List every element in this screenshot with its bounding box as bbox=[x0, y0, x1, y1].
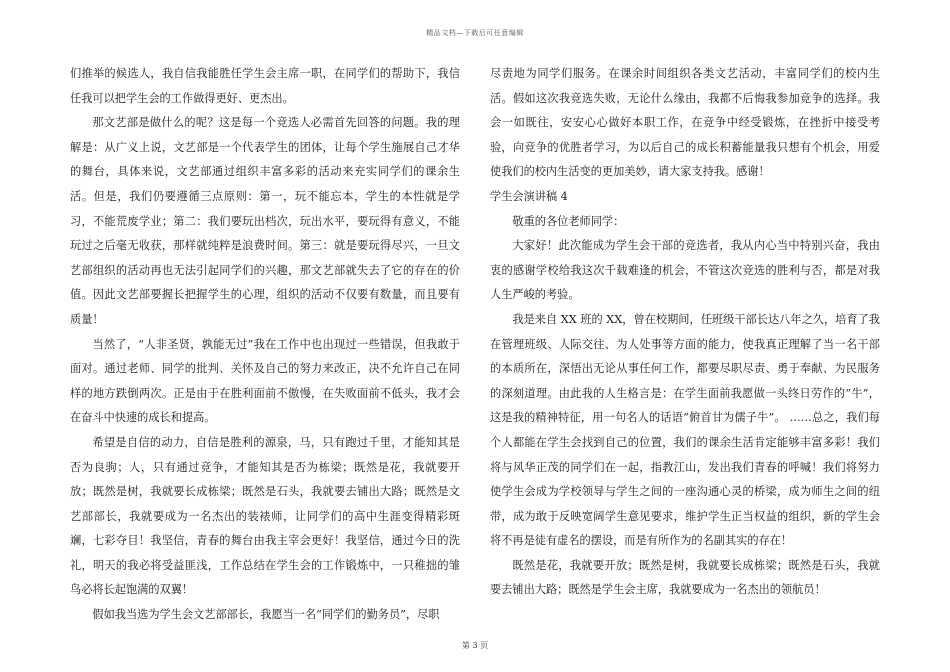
paragraph: 尽责地为同学们服务。在课余时间组织各类文艺活动，丰富同学们的校内生活。假如这次我竞选失败，无论什么缘由，我都不后悔我参加竞争的选择。我会一如既往，安安心心做好本职工作，在竞争中经受锻炼，在挫折中接受考验，向竞争的优胜者学习，为以后自己的成长积蓄能量我只想有个机会，用爱使我们的校内生活变的更加美妙，请大家支持我。感谢！ bbox=[490, 67, 880, 179]
page-header: 精品文档—下载后可任意编辑 bbox=[426, 29, 524, 37]
paragraph: 希望是自信的动力，自信是胜利的源泉，马，只有跑过千里，才能知其是否为良驹；人，只有通过竞争，才能知其是否为栋梁；既然是花，我就要开放；既然是树，我就要长成栋梁；既然是石头，我就要去铺出大路；既然是文艺部部长，我就要成为一名杰出的装裱师，让同学们的高中生涯变得精彩斑斓，七彩夺目！我坚信，青春的舞台由我主宰会更好！我坚信，通过今日的洗礼，明天的我必将受益匪浅，工作总结在学生会的工作锻炼中，一只稚拙的雏鸟必将长起饱满的双翼！ bbox=[70, 435, 460, 597]
right-column bbox=[490, 62, 880, 603]
left-column bbox=[70, 62, 460, 628]
paragraph: 大家好！此次能成为学生会干部的竞选者，我从内心当中特别兴奋，我由衷的感谢学校给我这次千载难逢的机会，不管这次竞选的胜利与否，都是对我人生严峻的考验。 bbox=[490, 239, 880, 302]
page-number: 第 3 页 bbox=[461, 641, 489, 650]
salutation: 敬重的各位老师同学： bbox=[512, 214, 625, 228]
paragraph: 那文艺部是做什么的呢？这是每一个竞选人必需首先回答的问题。我的理解是：从广义上说，文艺部是一个代表学生的团体，让每个学生施展自己才华的舞台，具体来说，文艺部通过组织丰富多彩的活动来充实同学们的课余生活。但是，我们仍要遵循三点原则：第一，玩不能忘本，学生的本性就是学习，不能荒废学业；第二：我们要玩出档次，玩出水平，要玩得有意义，不能玩过之后毫无收获，那样就纯粹是浪费时间。第三：就是要玩得尽兴，一旦文艺部组织的活动再也无法引起同学们的兴趣，那文艺部就失去了它的存在的价值。因此文艺部要握长把握学生的心理，组织的活动不仅要有数量，而且要有质量！ bbox=[70, 116, 460, 326]
paragraph: 我是来自 XX 班的 XX，曾在校期间，任班级干部长达八年之久，培育了我在管理班级、人际交往、为人处事等方面的能力，使我真正理解了当一名干部的本质所在，深悟出无论从事任何工作，都要尽职尽责、勇于奉献、为民服务的深刻道理。由此我的人生格言是：在学生面前我愿做一头终日劳作的“牛”，这是我的精神特征，用一句名人的话语“俯首甘为儒子牛”。 ……总之，我们每个人都能在学生会找到自己的位置，我们的课余生活肯定能够丰富多彩！我们将与风华正茂的同学们在一起，指教江山，发出我们青春的呼喊！我们将努力使学生会成为学校领导与学生之间的一座沟通心灵的桥梁，成为师生之间的纽带，成为敢于反映宽阔学生意见要求，维护学生正当权益的组织，新的学生会将不再是徒有虚名的摆设，而是有所作为的名副其实的存在！ bbox=[490, 312, 880, 548]
section-heading: 学生会演讲稿 4 bbox=[490, 189, 568, 203]
paragraph: 当然了，“人非圣贤，孰能无过”我在工作中也出现过一些错误，但我敢于面对。通过老师、同学的批判、关怀及自己的努力来改正，决不允许自己在同样的地方跌倒两次。正是由于在胜利面前不傲慢，在失败面前不低头，我才会在奋斗中快速的成长和提高。 bbox=[70, 337, 460, 425]
paragraph: 们推举的候选人，我自信我能胜任学生会主席一职，在同学们的帮助下，我信任我可以把学生会的工作做得更好、更杰出。 bbox=[70, 67, 460, 105]
paragraph: 既然是花，我就要开放；既然是树，我就要长成栋梁；既然是石头，我就要去铺出大路；既然是学生会主席，我就要成为一名杰出的领航员！ bbox=[490, 558, 880, 597]
paragraph: 假如我当选为学生会文艺部部长，我愿当一名“同学们的勤务员”，尽职 bbox=[92, 608, 440, 622]
